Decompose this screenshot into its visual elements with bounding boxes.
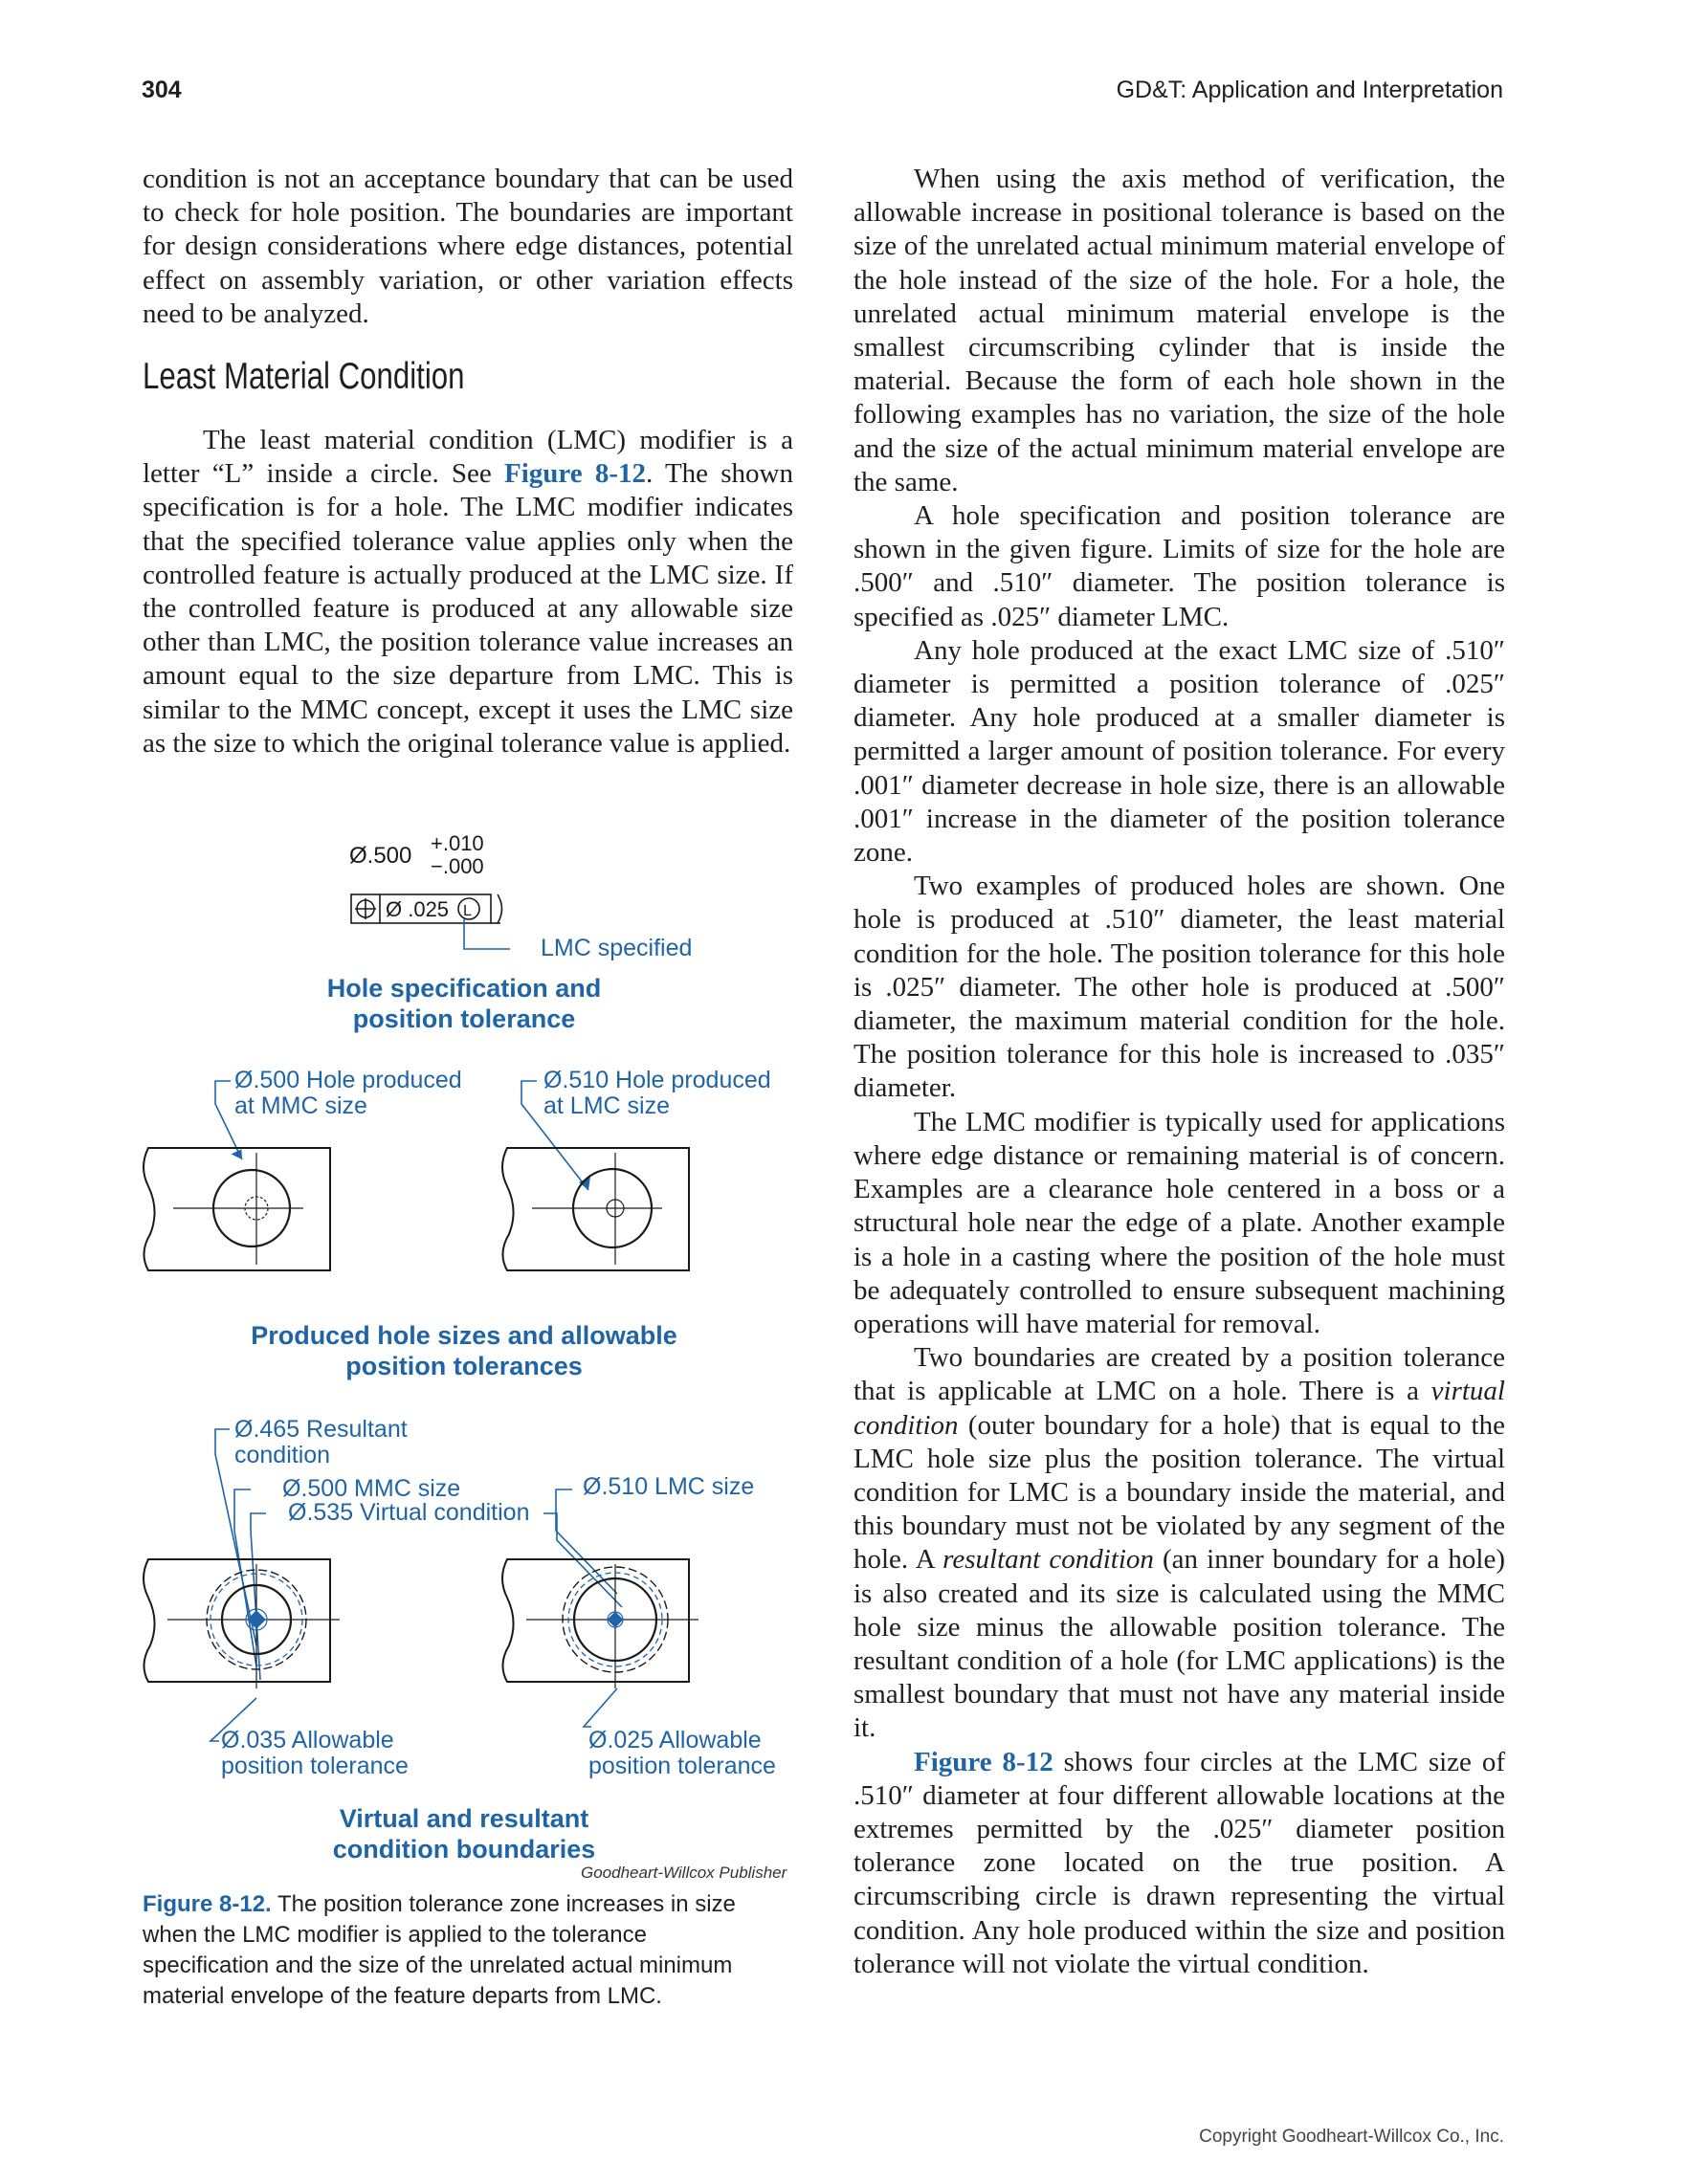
label-line: Ø.025 Allowable — [588, 1727, 762, 1754]
figure-title-1 — [139, 973, 789, 1034]
figure-credit: Goodheart-Willcox Publisher — [581, 1864, 787, 1882]
caption-label: Figure 8-12. — [143, 1891, 272, 1917]
label-line: at LMC size — [543, 1092, 670, 1119]
label-line: Ø.510 Hole produced — [543, 1067, 771, 1093]
text-span: (outer boundary for a hole) that is equal to the LMC hole size plus the position tolerance. The virtual condition for LMC is a boundary inside the material, and this boundary must not be violated by any segment of the hole. A — [854, 1409, 1505, 1576]
caption-text: The position tolerance zone increases in size when the LMC modifier is applied to the tolerance specification and the size of the unrelated actual minimum material envelope of the feature departs from LMC. — [143, 1891, 736, 2009]
section-heading: Least Material Condition — [143, 356, 465, 397]
arrowhead — [232, 1149, 246, 1162]
plate-lmc — [502, 1148, 689, 1270]
title-line: Hole specification and — [326, 974, 602, 1003]
spec-tol-plus: +.010 — [431, 831, 484, 855]
right-column — [854, 163, 1505, 1981]
title-line: condition boundaries — [332, 1835, 596, 1864]
resultant-label — [234, 1417, 408, 1468]
figure-title-2 — [139, 1320, 789, 1381]
paragraph-lmc — [143, 424, 793, 761]
text-span: shows four circles at the LMC size of .510″ diameter at four different allowable locations at the extremes permitted by the .025″ diameter position tolerance zone located on the true position. A circumscribing circle is drawn representing the virtual condition. Any hole produced within the size and position tolerance will not violate the virtual condition. — [854, 1746, 1505, 1979]
fcf-modifier: L — [463, 903, 472, 919]
text-span: . The shown specification is for a hole. The LMC modifier indicates that the specified tolerance value applies only when the controlled feature is actually produced at the LMC size. If the controlled feature is produced at any allowable size other than LMC, the position tolerance value increases an amount equal to the size departure from LMC. This is similar to the MMC concept, except it uses the LMC size as the size to which the original tolerance value is applied. — [143, 458, 793, 759]
term-resultant-condition: resultant condition — [942, 1544, 1154, 1576]
virtual-condition-label: Ø.535 Virtual condition — [288, 1499, 530, 1526]
title-line: position tolerances — [345, 1352, 583, 1380]
spec-size: Ø.500 — [349, 843, 412, 869]
left-column-intro — [143, 163, 793, 331]
title-line: Produced hole sizes and allowable — [251, 1321, 677, 1350]
paragraph-boundaries — [854, 1341, 1505, 1745]
label-line: Ø.035 Allowable — [221, 1727, 394, 1754]
label-line: position tolerance — [221, 1753, 409, 1779]
term-virtual-condition: virtual condition — [854, 1376, 1505, 1441]
label-line: Ø.465 Resultant — [234, 1416, 408, 1443]
copyright: Copyright Goodheart-Willcox Co., Inc. — [1199, 2127, 1504, 2147]
paragraph: A hole specification and position tolerance are shown in the given figure. Limits of size for the hole are .500″ and .510″ diameter. The position tolerance is specified as .025″ diameter LMC. — [854, 500, 1505, 632]
paragraph: The LMC modifier is typically used for applications where edge distance or remaining material is of concern. Examples are a clearance hole centered in a boss or a structural hole near the edge of a plate. Another example is a hole in a casting where the position of the hole must be adequately controlled to ensure subsequent machining operations will have material for removal. — [854, 1106, 1505, 1339]
mmc-size-label: Ø.500 MMC size — [282, 1475, 461, 1502]
hole-lmc-label — [543, 1068, 771, 1119]
text-span: The least material condition (LMC) modifier is a letter “L” inside a circle. See — [143, 425, 793, 490]
paragraph-continued: condition is not an acceptance boundary that can be used to check for hole position. The boundaries are important for design considerations where edge distances, potential effect on assembly variation, or other variation effects need to be analyzed. — [143, 164, 793, 329]
label-line: position tolerance — [588, 1753, 776, 1779]
title-line: position tolerance — [352, 1004, 576, 1033]
paragraph-figure-ref — [854, 1746, 1505, 1981]
figure-reference-link[interactable]: Figure 8-12 — [914, 1746, 1053, 1777]
spec-tol-minus: −.000 — [431, 854, 484, 878]
allowable-035-label — [221, 1728, 409, 1779]
hole-mmc-label — [234, 1068, 462, 1119]
plate-mmc — [144, 1148, 330, 1270]
figure-title-3 — [139, 1803, 789, 1864]
figure-8-12 — [139, 823, 809, 2019]
label-line: at MMC size — [234, 1092, 367, 1119]
label-line: Ø.500 Hole produced — [234, 1067, 462, 1093]
text-span: Two boundaries are created by a position tolerance that is applicable at LMC on a hole. There is a — [854, 1342, 1505, 1407]
figure-reference-link[interactable]: Figure 8-12 — [504, 458, 647, 490]
fcf-tolerance: Ø .025 — [386, 897, 450, 921]
running-head: GD&T: Application and Interpretation — [1116, 77, 1503, 103]
page-number: 304 — [142, 77, 182, 103]
label-line: condition — [234, 1442, 331, 1468]
plate-virtual-right — [502, 1559, 698, 1688]
lmc-specified-label: LMC specified — [541, 935, 693, 961]
paragraph: Two examples of produced holes are shown. One hole is produced at .510″ diameter, the least material condition for the hole. The position tolerance for this hole is .025″ diameter. The other hole is produced at .500″ diameter, the maximum material condition for the hole. The position tolerance for this hole is increased to .035″ diameter. — [854, 871, 1505, 1104]
arrowhead — [579, 1177, 590, 1190]
left-column-body — [143, 424, 793, 761]
allowable-025-label — [588, 1728, 776, 1779]
figure-caption — [143, 1889, 774, 2012]
text-span: (an inner boundary for a hole) is also created and its size is calculated using the MMC hole size minus the allowable position tolerance. The resultant condition of a hole (for LMC applications) is the smallest boundary that must not have any material inside it. — [854, 1544, 1505, 1744]
paragraph: Any hole produced at the exact LMC size of .510″ diameter is permitted a position tolerance of .025″ diameter. Any hole produced at a smaller diameter is permitted a larger amount of position tolerance. For every .001″ diameter decrease in hole size, there is an allowable .001″ increase in the diameter of the position tolerance zone. — [854, 634, 1505, 869]
paragraph: When using the axis method of verification, the allowable increase in positional tolerance is based on the size of the unrelated actual minimum material envelope of the hole instead of the size of the hole. For a hole, the unrelated actual minimum material envelope is the smallest circumscribing cylinder that is inside the material. Because the form of each hole shown in the following examples has no variation, the size of the hole and the size of the actual minimum material envelope are the same. — [854, 164, 1505, 497]
title-line: Virtual and resultant — [339, 1804, 589, 1833]
lmc-size-label: Ø.510 LMC size — [583, 1473, 755, 1500]
